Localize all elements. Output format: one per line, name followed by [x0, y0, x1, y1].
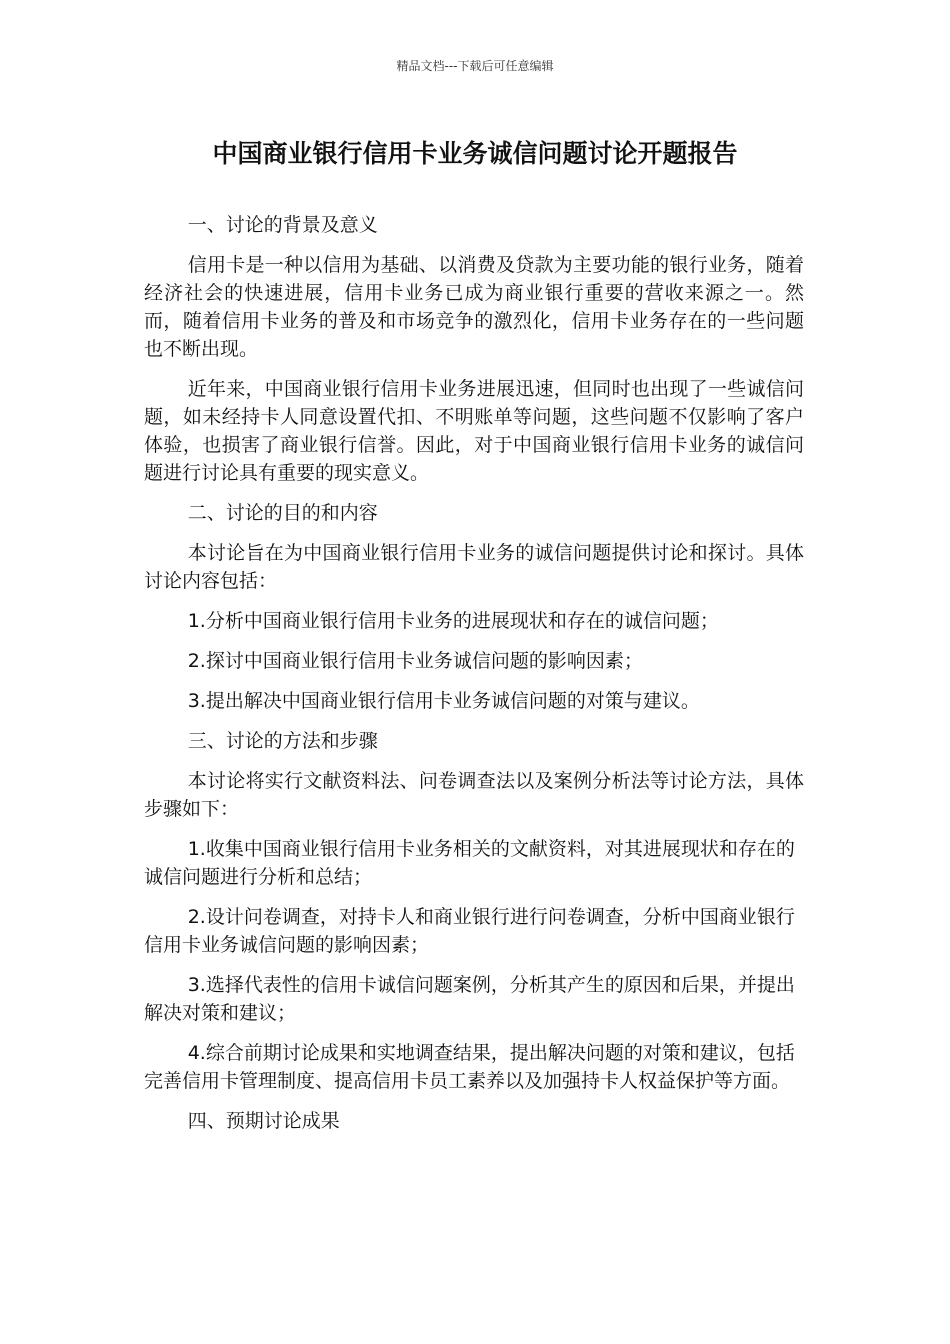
- list-item-purpose-1: 1.分析中国商业银行信用卡业务的进展现状和存在的诚信问题；: [187, 610, 719, 632]
- list-item-method-3: 3.选择代表性的信用卡诚信问题案例，分析其产生的原因和后果，并提出解决对策和建议；: [144, 974, 795, 1024]
- list-item-method-1: 1.收集中国商业银行信用卡业务相关的文献资料，对其进展现状和存在的诚信问题进行分析和总结；: [144, 838, 795, 888]
- paragraph-background-1: 信用卡是一种以信用为基础、以消费及贷款为主要功能的银行业务，随着经济社会的快速进展，信用卡业务已成为商业银行重要的营收来源之一。然而，随着信用卡业务的普及和市场竞争的激烈化，信用卡业务存在的一些问题也不断出现。: [144, 254, 804, 360]
- list-item-method-4: 4.综合前期讨论成果和实地调查结果，提出解决问题的对策和建议，包括完善信用卡管理制度、提高信用卡员工素养以及加强持卡人权益保护等方面。: [144, 1042, 795, 1092]
- paragraph-background-2: 近年来，中国商业银行信用卡业务进展迅速，但同时也出现了一些诚信问题，如未经持卡人同意设置代扣、不明账单等问题，这些问题不仅影响了客户体验，也损害了商业银行信誉。因此，对于中国商业银行信用卡业务的诚信问题进行讨论具有重要的现实意义。: [144, 378, 804, 484]
- section-heading-expected-results: 四、预期讨论成果: [187, 1110, 340, 1132]
- document-title: 中国商业银行信用卡业务诚信问题讨论开题报告: [212, 139, 738, 168]
- list-item-purpose-2: 2.探讨中国商业银行信用卡业务诚信问题的影响因素；: [187, 650, 643, 672]
- section-heading-method: 三、讨论的方法和步骤: [187, 730, 378, 752]
- section-heading-purpose: 二、讨论的目的和内容: [187, 502, 378, 524]
- section-heading-background: 一、讨论的背景及意义: [187, 214, 378, 236]
- list-item-method-2: 2.设计问卷调查，对持卡人和商业银行进行问卷调查，分析中国商业银行信用卡业务诚信问题的影响因素；: [144, 906, 795, 956]
- paragraph-purpose-intro: 本讨论旨在为中国商业银行信用卡业务的诚信问题提供讨论和探讨。具体讨论内容包括：: [144, 542, 804, 592]
- list-item-purpose-3: 3.提出解决中国商业银行信用卡业务诚信问题的对策与建议。: [187, 690, 700, 712]
- header-note: 精品文档---下载后可任意编辑: [396, 59, 554, 73]
- paragraph-method-intro: 本讨论将实行文献资料法、问卷调查法以及案例分析法等讨论方法，具体步骤如下：: [144, 770, 804, 820]
- document-body: [144, 211, 804, 1147]
